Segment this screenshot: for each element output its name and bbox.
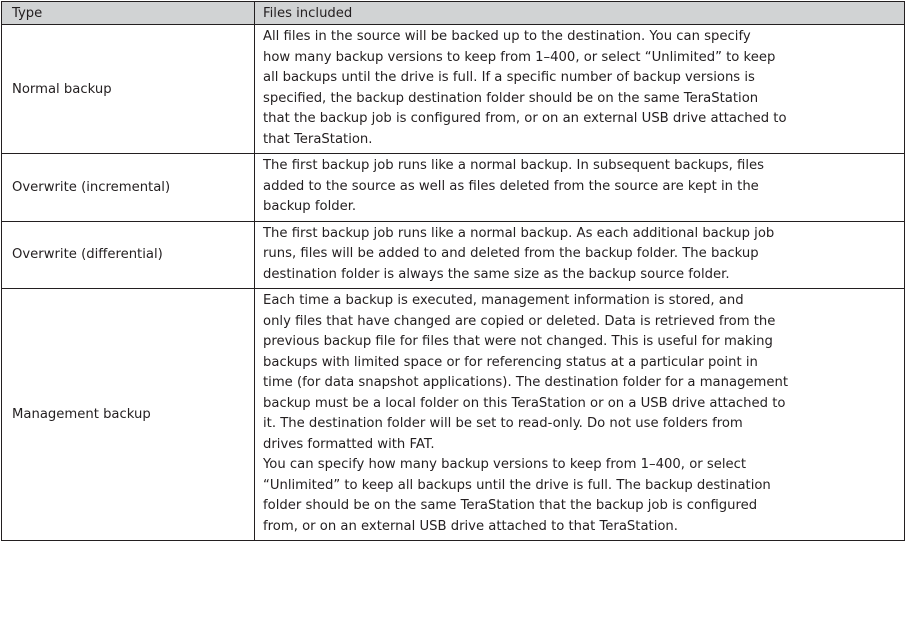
header-type: Type <box>2 2 255 25</box>
header-files-included: Files included <box>255 2 905 25</box>
description-line: The first backup job runs like a normal backup. As each additional backup job <box>263 225 775 241</box>
description-line: only files that have changed are copied or deleted. Data is retrieved from the <box>263 313 776 329</box>
description-line: from, or on an external USB drive attached to that TeraStation. <box>263 518 678 534</box>
table-header-row <box>2 2 905 25</box>
description-line: specified, the backup destination folder should be on the same TeraStation <box>263 90 759 106</box>
row-type: Overwrite (differential) <box>2 221 255 289</box>
description-line: Each time a backup is executed, management information is stored, and <box>263 293 744 308</box>
description-line: it. The destination folder will be set to read-only. Do not use folders from <box>263 416 743 431</box>
description-line: that the backup job is configured from, or on an external USB drive attached to <box>263 111 787 126</box>
description-line: “Unlimited” to keep all backups until the drive is full. The backup destination <box>263 477 771 493</box>
table-row <box>2 25 905 154</box>
description-line: how many backup versions to keep from 1–400, or select “Unlimited” to keep <box>263 49 776 65</box>
description-line: time (for data snapshot applications). The destination folder for a management <box>263 375 789 390</box>
table-row <box>2 154 905 222</box>
description-line: backup folder. <box>263 199 357 214</box>
description-line: The first backup job runs like a normal backup. In subsequent backups, files <box>263 158 765 173</box>
description-line: folder should be on the same TeraStation that the backup job is configured <box>263 498 758 513</box>
description-line: All files in the source will be backed up to the destination. You can specify <box>263 29 751 44</box>
row-description <box>255 221 905 289</box>
description-line: backup must be a local folder on this TeraStation or on a USB drive attached to <box>263 395 786 411</box>
row-description <box>255 289 905 541</box>
row-type: Overwrite (incremental) <box>2 154 255 222</box>
description-line: destination folder is always the same size as the backup source folder. <box>263 266 730 282</box>
description-line: all backups until the drive is full. If a specific number of backup versions is <box>263 70 755 85</box>
backup-types-table <box>1 1 905 541</box>
row-type: Normal backup <box>2 25 255 154</box>
row-type: Management backup <box>2 289 255 541</box>
table-row <box>2 289 905 541</box>
table-row <box>2 221 905 289</box>
description-line: added to the source as well as files deleted from the source are kept in the <box>263 178 759 194</box>
description-line: You can specify how many backup versions to keep from 1–400, or select <box>263 457 747 472</box>
description-line: runs, files will be added to and deleted from the backup folder. The backup <box>263 246 759 261</box>
description-line: that TeraStation. <box>263 131 373 147</box>
row-description <box>255 25 905 154</box>
description-line: drives formatted with FAT. <box>263 436 435 452</box>
row-description <box>255 154 905 222</box>
description-line: previous backup file for files that were not changed. This is useful for making <box>263 334 773 349</box>
description-line: backups with limited space or for referencing status at a particular point in <box>263 354 758 370</box>
